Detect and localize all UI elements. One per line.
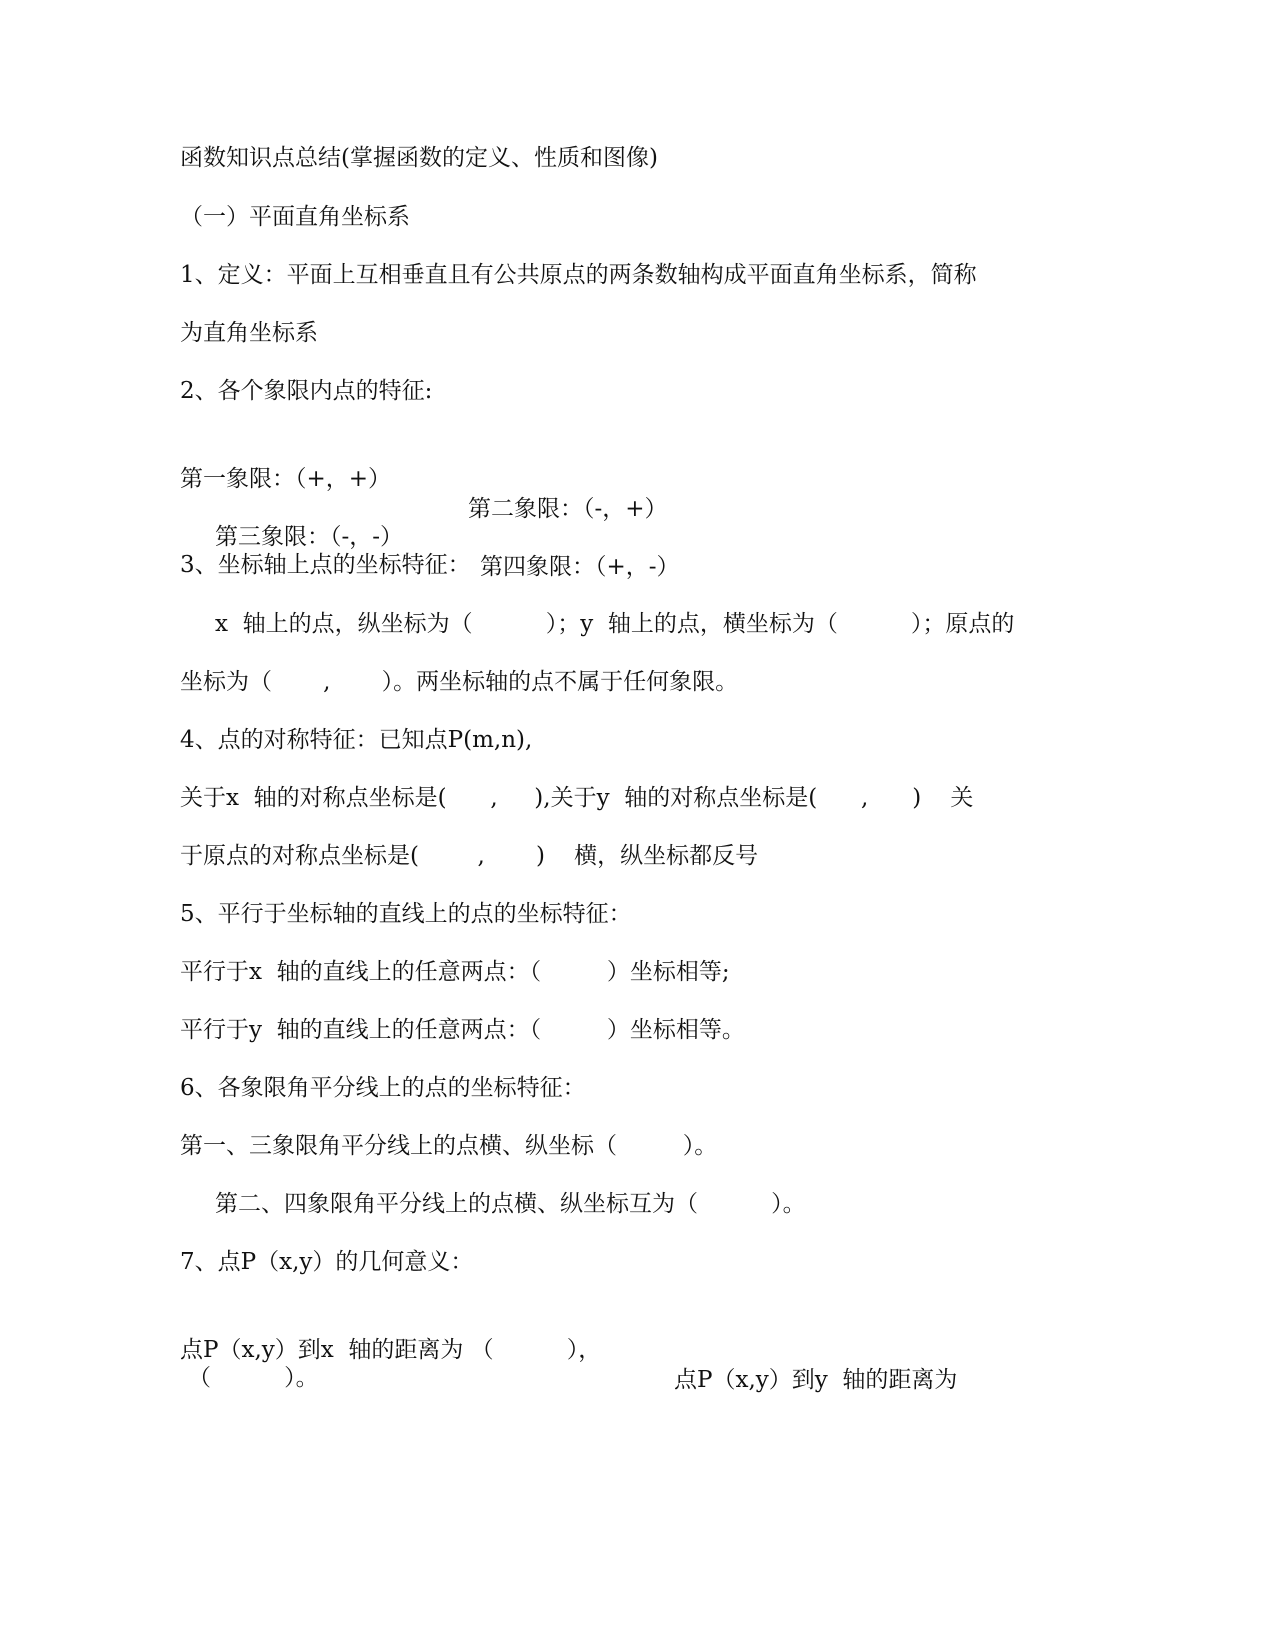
item1-line1: 1、定义：平面上互相垂直且有公共原点的两条数轴构成平面直角坐标系，简称 bbox=[180, 262, 977, 288]
item5-line1: 平行于x 轴的直线上的任意两点：（ ）坐标相等; bbox=[180, 959, 730, 985]
quadrant1-text: 第一象限：（+，+） bbox=[180, 466, 392, 492]
section-heading: （一）平面直角坐标系 bbox=[180, 204, 410, 230]
item5-line2: 平行于y 轴的直线上的任意两点：（ ）坐标相等。 bbox=[180, 1017, 745, 1043]
quadrant4-text: 第四象限：（+，-） bbox=[480, 554, 680, 580]
item7-heading: 7、点P（x,y）的几何意义： bbox=[180, 1249, 474, 1275]
item7-line1-x-distance: 点P（x,y）到x 轴的距离为 （ ）， bbox=[180, 1337, 602, 1363]
item6-heading: 6、各象限角平分线上的点的坐标特征： bbox=[180, 1075, 586, 1101]
item3-heading: 3、坐标轴上点的坐标特征： bbox=[180, 552, 471, 578]
item4-line1: 关于x 轴的对称点坐标是( , ),关于y 轴的对称点坐标是( , ) 关 bbox=[180, 785, 974, 811]
item6-line1: 第一、三象限角平分线上的点横、纵坐标（ ）。 bbox=[180, 1133, 718, 1159]
item7-line2: （ ）。 bbox=[188, 1365, 319, 1391]
item7-line1-y-distance: 点P（x,y）到y 轴的距离为 bbox=[674, 1367, 958, 1393]
item2-heading: 2、各个象限内点的特征: bbox=[180, 378, 433, 404]
quadrant2-text: 第二象限：（-，+） bbox=[468, 496, 668, 522]
item5-heading: 5、平行于坐标轴的直线上的点的坐标特征： bbox=[180, 901, 632, 927]
item3-line1: x 轴上的点，纵坐标为（ ）；y 轴上的点，横坐标为（ ）；原点的 bbox=[215, 611, 1015, 637]
item6-line2: 第二、四象限角平分线上的点横、纵坐标互为（ ）。 bbox=[215, 1191, 806, 1217]
item1-line2: 为直角坐标系 bbox=[180, 320, 318, 346]
document-title: 函数知识点总结(掌握函数的定义、性质和图像) bbox=[180, 145, 658, 171]
item4-line2: 于原点的对称点坐标是( , ) 横，纵坐标都反号 bbox=[180, 843, 759, 869]
quadrant3-text: 第三象限：（-，-） bbox=[215, 524, 404, 550]
item4-heading: 4、点的对称特征：已知点P(m,n), bbox=[180, 727, 533, 753]
item3-line2: 坐标为（ , ）。两坐标轴的点不属于任何象限。 bbox=[180, 669, 739, 695]
